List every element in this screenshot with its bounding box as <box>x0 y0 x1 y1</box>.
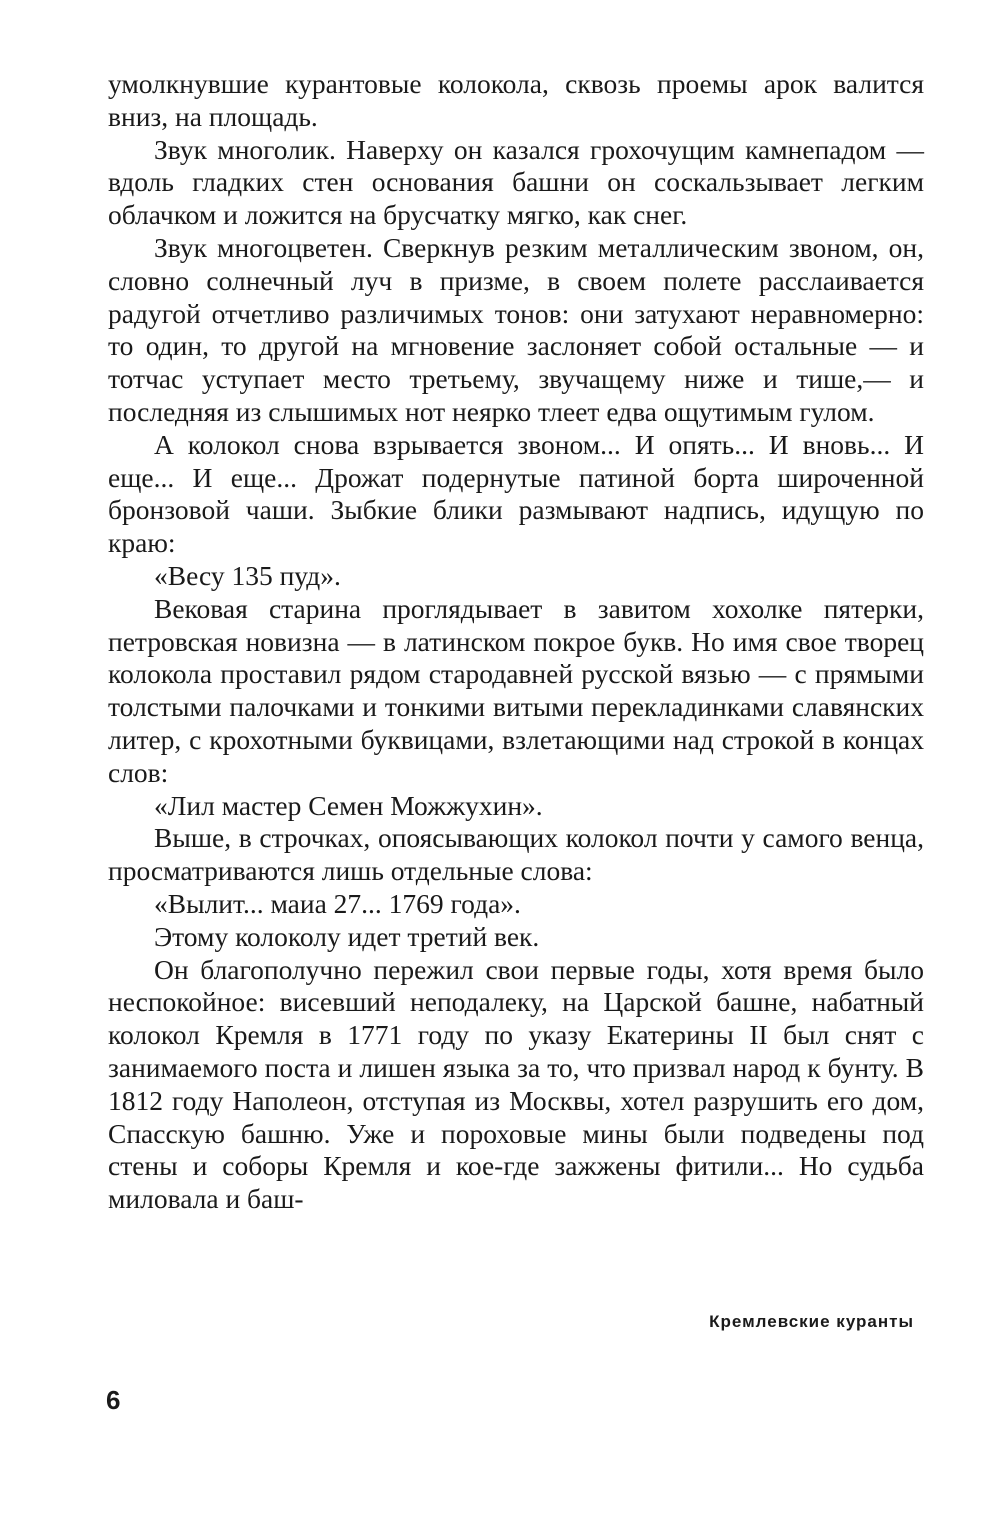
paragraph-bell-history: Он благополучно пережил свои первые годы, хотя время было неспокойное: висевший неподалеку, на Царской башне, набатный колокол Кремля в 1771 году по указу Екатерины II был снят с занимаемого поста и лишен языка за то, что призвал народ к бунту. В 1812 году Наполеон, отступая из Москвы, хотел разрушить его дом, Спасскую башню. Уже и пороховые мины были подведены под стены и соборы Кремля и кое-где зажжены фитили... Но судьба миловала и баш- <box>108 953 924 1215</box>
paragraph-sound-many-colored: Звук многоцветен. Сверкнув резким металлическим звоном, он, словно солнечный луч в призме, в своем полете расслаивается радугой отчетливо различимых тонов: они затухают неравномерно: то один, то другой на мгновение заслоняет собой остальные — и тотчас уступает место третьему, звучащему ниже и тише,— и последняя из слышимых нот неярко тлеет едва ощутимым гулом. <box>108 231 924 427</box>
quote-date-inscription: «Вылит... маиа 27... 1769 года». <box>154 887 521 919</box>
body-text <box>108 68 924 1216</box>
quote-weight-inscription: «Весу 135 пуд». <box>154 559 341 591</box>
paragraph-bell-rings-again: А колокол снова взрывается звоном... И опять... И вновь... И еще... И еще... Дрожат подернутые патиной борта широченной бронзовой чаши. Зыбкие блики размывают надпись, идущую по краю: <box>108 428 924 559</box>
paragraph-old-and-new-letters: Вековая старина проглядывает в завитом хохолке пятерки, петровская новизна — в латинском покрое букв. Но имя свое творец колокола проставил рядом стародавней русской вязью — с прямыми толстыми палочками и тонкими витыми перекладинками славянских литер, с крохотными буквицами, взлетающими над строкой в концах слов: <box>108 592 924 788</box>
page-number: 6 <box>106 1385 121 1415</box>
paragraph-third-century: Этому колоколу идет третий век. <box>154 920 540 952</box>
paragraph-continuation: умолкнувшие курантовые колокола, сквозь проемы арок валится вниз, на площадь. <box>108 68 924 132</box>
paragraph-upper-lines: Выше, в строчках, опоясывающих колокол почти у самого венца, просматриваются лишь отдельные слова: <box>108 822 924 887</box>
running-title: Кремлевские куранты <box>709 1312 914 1331</box>
paragraph-sound-many-faced: Звук многолик. Наверху он казался грохочущим камнепадом — вдоль гладких стен основания башни он соскальзывает легким облачком и ложится на брусчатку мягко, как снег. <box>108 133 924 231</box>
quote-master-inscription: «Лил мастер Семен Можжухин». <box>154 789 543 821</box>
